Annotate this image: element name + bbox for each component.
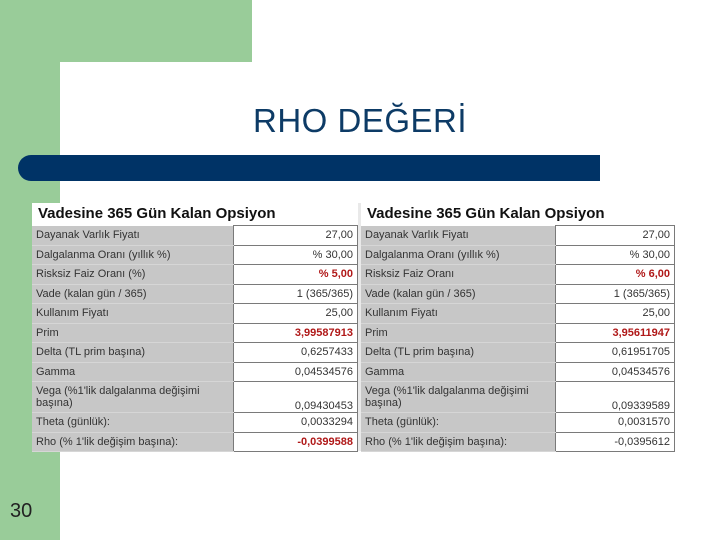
- table-row: [361, 265, 675, 285]
- parameter-label: Delta (TL prim başına): [361, 343, 555, 363]
- table-row: [361, 226, 675, 246]
- table-row: [361, 245, 675, 265]
- table-row: [361, 284, 675, 304]
- option-parameters-table: [361, 225, 675, 452]
- title-underline-bar: [18, 155, 600, 181]
- option-table-right: [361, 203, 675, 452]
- table-row: [32, 432, 358, 452]
- table-row: [361, 304, 675, 324]
- parameter-label: Delta (TL prim başına): [32, 343, 234, 363]
- parameter-label: Prim: [361, 323, 555, 343]
- parameter-label: Kullanım Fiyatı: [32, 304, 234, 324]
- parameter-value: -0,0395612: [555, 432, 674, 452]
- table-row: [361, 343, 675, 363]
- table-row: [32, 284, 358, 304]
- parameter-value: % 30,00: [555, 245, 674, 265]
- table-row: [32, 265, 358, 285]
- table-row: [32, 304, 358, 324]
- parameter-value: -0,0399588: [234, 432, 358, 452]
- slide-title: RHO DEĞERİ: [252, 102, 468, 139]
- decorative-corner: [60, 62, 100, 102]
- parameter-value: 0,04534576: [234, 362, 358, 382]
- option-table-heading: Vadesine 365 Gün Kalan Opsiyon: [38, 205, 276, 222]
- parameter-label: Dalgalanma Oranı (yıllık %): [32, 245, 234, 265]
- parameter-label: Gamma: [361, 362, 555, 382]
- decorative-top-band: [0, 0, 252, 62]
- table-row: [32, 245, 358, 265]
- parameter-label: Dalgalanma Oranı (yıllık %): [361, 245, 555, 265]
- parameter-label: Dayanak Varlık Fiyatı: [361, 226, 555, 246]
- parameter-value: 0,6257433: [234, 343, 358, 363]
- parameter-label: Risksiz Faiz Oranı: [361, 265, 555, 285]
- parameter-value: 0,09430453: [234, 382, 358, 413]
- parameter-value: 0,04534576: [555, 362, 674, 382]
- parameter-label: Dayanak Varlık Fiyatı: [32, 226, 234, 246]
- option-table-heading: Vadesine 365 Gün Kalan Opsiyon: [367, 205, 605, 222]
- parameter-label: Vade (kalan gün / 365): [361, 284, 555, 304]
- slide-number: 30: [10, 500, 33, 522]
- parameter-label: Prim: [32, 323, 234, 343]
- parameter-value: 1 (365/365): [234, 284, 358, 304]
- parameter-label: Vega (%1'lik dalgalanma değişimi başına): [32, 382, 234, 413]
- option-table-left: [32, 203, 358, 452]
- table-row: [32, 382, 358, 413]
- parameter-value: 27,00: [555, 226, 674, 246]
- table-row: [361, 413, 675, 433]
- parameter-label: Theta (günlük):: [32, 413, 234, 433]
- parameter-value: 0,09339589: [555, 382, 674, 413]
- parameter-value: 25,00: [555, 304, 674, 324]
- parameter-value: % 5,00: [234, 265, 358, 285]
- option-parameters-table: [32, 225, 358, 452]
- table-row: [32, 323, 358, 343]
- parameter-value: 3,95611947: [555, 323, 674, 343]
- parameter-value: 0,61951705: [555, 343, 674, 363]
- parameter-value: 1 (365/365): [555, 284, 674, 304]
- parameter-label: Kullanım Fiyatı: [361, 304, 555, 324]
- parameter-label: Risksiz Faiz Oranı (%): [32, 265, 234, 285]
- parameter-value: 0,0031570: [555, 413, 674, 433]
- parameter-label: Theta (günlük):: [361, 413, 555, 433]
- table-row: [32, 362, 358, 382]
- parameter-label: Rho (% 1'lik değişim başına):: [361, 432, 555, 452]
- parameter-value: 27,00: [234, 226, 358, 246]
- table-row: [361, 432, 675, 452]
- parameter-value: % 6,00: [555, 265, 674, 285]
- table-row: [361, 323, 675, 343]
- parameter-value: % 30,00: [234, 245, 358, 265]
- table-row: [361, 362, 675, 382]
- parameter-value: 0,0033294: [234, 413, 358, 433]
- parameter-label: Rho (% 1'lik değişim başına):: [32, 432, 234, 452]
- parameter-label: Gamma: [32, 362, 234, 382]
- parameter-label: Vade (kalan gün / 365): [32, 284, 234, 304]
- table-row: [32, 413, 358, 433]
- parameter-value: 3,99587913: [234, 323, 358, 343]
- table-row: [361, 382, 675, 413]
- table-row: [32, 226, 358, 246]
- table-row: [32, 343, 358, 363]
- parameter-value: 25,00: [234, 304, 358, 324]
- parameter-label: Vega (%1'lik dalgalanma değişimi başına): [361, 382, 555, 413]
